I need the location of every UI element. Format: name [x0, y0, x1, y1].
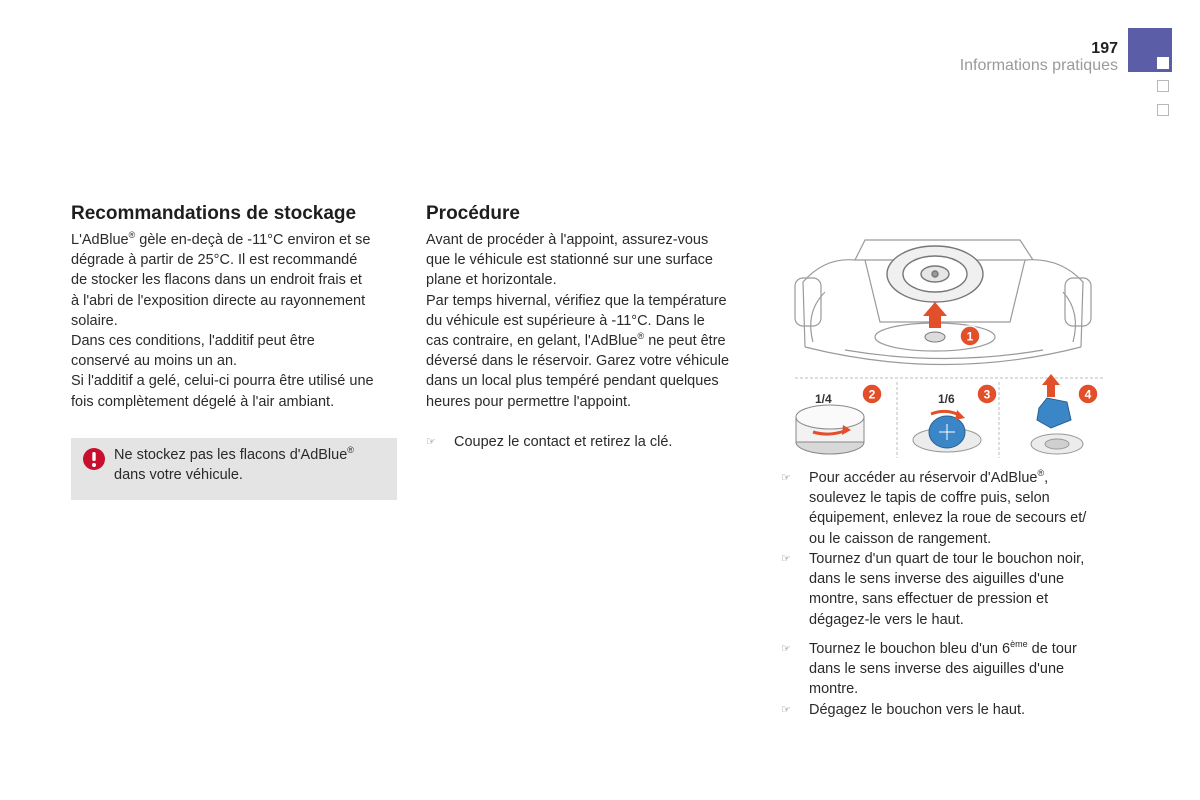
adblue-refill-illustration [785, 232, 1105, 464]
step-callout-4 [1078, 384, 1098, 404]
warning-box [71, 438, 397, 500]
pointing-hand-icon: ☞ [781, 553, 791, 565]
warning-text: Ne stockez pas les flacons d'AdBlue® dans votre véhicule. [114, 445, 354, 484]
text-line: cas contraire, en gelant, l'AdBlue® ne peut être [426, 331, 726, 350]
procedure-paragraph [426, 230, 766, 412]
blue-cap-removal-drawing [1031, 374, 1083, 454]
step-access-tank: ☞ Pour accéder au réservoir d'AdBlue®, soulevez le tapis de coffre puis, selon équipement, enlevez la roue de secours et/ ou le caisson de rangement. [781, 468, 1087, 547]
text-line: dégrade à partir de 25°C. Il est recommandé [71, 252, 358, 269]
text-line: heures pour permettre l'appoint. [426, 393, 632, 410]
storage-paragraph [71, 230, 406, 412]
svg-text:3: 3 [983, 387, 991, 402]
warning-exclamation-icon [83, 448, 105, 470]
sixth-turn-label: 1/6 [938, 392, 955, 406]
text-line: conservé au moins un an. [71, 353, 238, 370]
text-line: Par temps hivernal, vérifiez que la température [426, 292, 727, 309]
pointing-hand-icon: ☞ [781, 472, 791, 484]
chapter-tab-square-empty [1157, 104, 1169, 116]
text-line: déversé dans le réservoir. Garez votre véhicule [426, 353, 730, 370]
svg-text:2: 2 [868, 387, 876, 402]
spare-wheel-drawing [887, 246, 983, 302]
step-remove-black-cap: ☞ Tournez d'un quart de tour le bouchon noir, dans le sens inverse des aiguilles d'une montre, sans effectuer de pression et dégagez-le vers le haut. [781, 551, 1085, 628]
text-line: fois complètement dégelé à l'air ambiant. [71, 393, 335, 410]
step-turn-blue-cap: ☞ Tournez le bouchon bleu d'un 6ème de tour dans le sens inverse des aiguilles d'une montre. [781, 639, 1077, 698]
text-line: Avant de procéder à l'appoint, assurez-vous [426, 232, 709, 248]
section-name: Informations pratiques [959, 57, 1118, 74]
text-line: L'AdBlue® gèle en-deçà de -11°C environ et se [71, 230, 371, 248]
text-line: du véhicule est supérieure à -11°C. Dans le [426, 312, 705, 329]
quarter-turn-label: 1/4 [815, 392, 832, 406]
pointing-hand-icon: ☞ [426, 436, 436, 448]
text-line: solaire. [71, 312, 118, 329]
svg-text:4: 4 [1084, 387, 1092, 402]
text-line: Dans ces conditions, l'additif peut être [71, 333, 315, 350]
text-line: de stocker les flacons dans un endroit frais et [71, 272, 362, 289]
text-line: Si l'additif a gelé, celui-ci pourra être utilisé une [71, 373, 374, 390]
text-line: à l'abri de l'exposition directe au rayonnement [71, 292, 366, 309]
pointing-hand-icon: ☞ [781, 643, 791, 655]
storage-heading: Recommandations de stockage [71, 203, 357, 224]
step-callout-3 [977, 384, 997, 404]
text-line: que le véhicule est stationné sur une surface [426, 252, 713, 269]
page-number: 197 [1091, 40, 1118, 57]
bullet-ignition-off: ☞ Coupez le contact et retirez la clé. [426, 432, 766, 454]
blue-cap-drawing [913, 410, 981, 452]
text-line: plane et horizontale. [426, 272, 557, 289]
black-cap-drawing [796, 405, 864, 454]
chapter-tab-square-empty [1157, 80, 1169, 92]
procedure-heading: Procédure [426, 203, 520, 224]
chapter-tab-square-filled [1157, 57, 1169, 69]
step-callout-1 [960, 326, 980, 346]
step-callout-2 [862, 384, 882, 404]
step-lift-blue-cap: ☞ Dégagez le bouchon vers le haut. [781, 700, 1121, 722]
text-line: dans un local plus tempéré pendant quelques [426, 373, 719, 390]
svg-text:1: 1 [966, 329, 974, 344]
pointing-hand-icon: ☞ [781, 704, 791, 716]
